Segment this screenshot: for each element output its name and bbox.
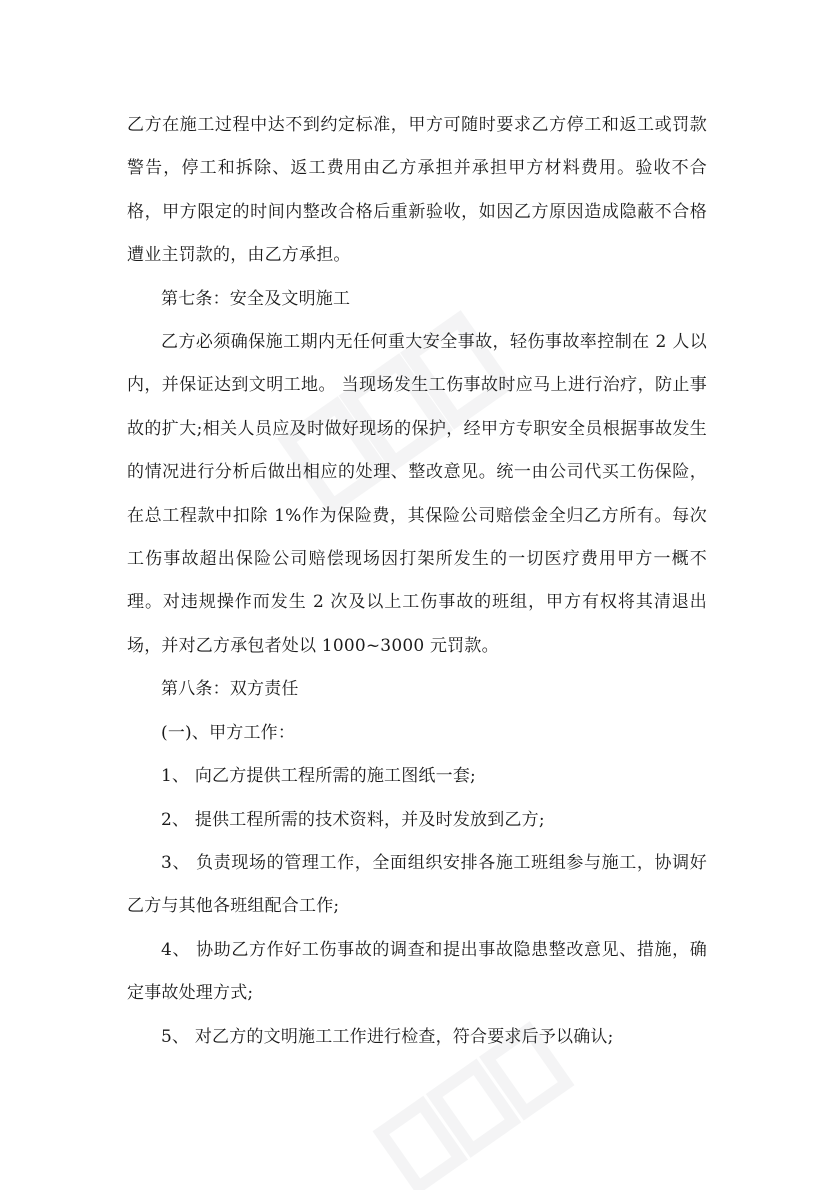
list-item: 2、 提供工程所需的技术资料，并及时发放到乙方; bbox=[161, 809, 545, 830]
list-item: 1、 向乙方提供工程所需的施工图纸一套; bbox=[161, 766, 476, 787]
article-8-heading: 第八条：双方责任 bbox=[161, 679, 299, 700]
section-party-a-heading: (一)、甲方工作： bbox=[161, 722, 296, 743]
article-7-heading: 第七条：安全及文明施工 bbox=[161, 288, 351, 309]
list-item: 3、 负责现场的管理工作，全面组织安排各施工班组参与施工，协调好乙方与其他各班组配合工作; bbox=[127, 852, 707, 917]
list-item: 4、 协助乙方作好工伤事故的调查和提出事故隐患整改意见、措施，确定事故处理方式; bbox=[127, 939, 707, 1004]
list-item: 5、 对乙方的文明施工工作进行检查，符合要求后予以确认; bbox=[161, 1026, 614, 1047]
paragraph-acceptance: 乙方在施工过程中达不到约定标准，甲方可随时要求乙方停工和返工或罚款警告，停工和拆除、返工费用由乙方承担并承担甲方材料费用。验收不合格，甲方限定的时间内整改合格后重新验收，如因乙方原因造成隐蔽不合格遭业主罚款的，由乙方承担。 bbox=[127, 115, 707, 266]
paragraph-safety: 乙方必须确保施工期内无任何重大安全事故，轻伤事故率控制在 2 人以内，并保证达到文明工地。 当现场发生工伤事故时应马上进行治疗，防止事故的扩大;相关人员应及时做好现场的保护，经甲方专职安全员根据事故发生的情况进行分析后做出相应的处理、整改意见。统一由公司代买工伤保险，在总工程款中扣除 1%作为保险费，其保险公司赔偿金全归乙方所有。每次工伤事故超出保险公司赔偿现场因打架所发生的一切医疗费用甲方一概不理。对违规操作而发生 2 次及以上工伤事故的班组，甲方有权将其清退出场，并对乙方承包者处以 1000~3000 元罚款。 bbox=[127, 332, 707, 656]
document-body bbox=[127, 104, 707, 1059]
